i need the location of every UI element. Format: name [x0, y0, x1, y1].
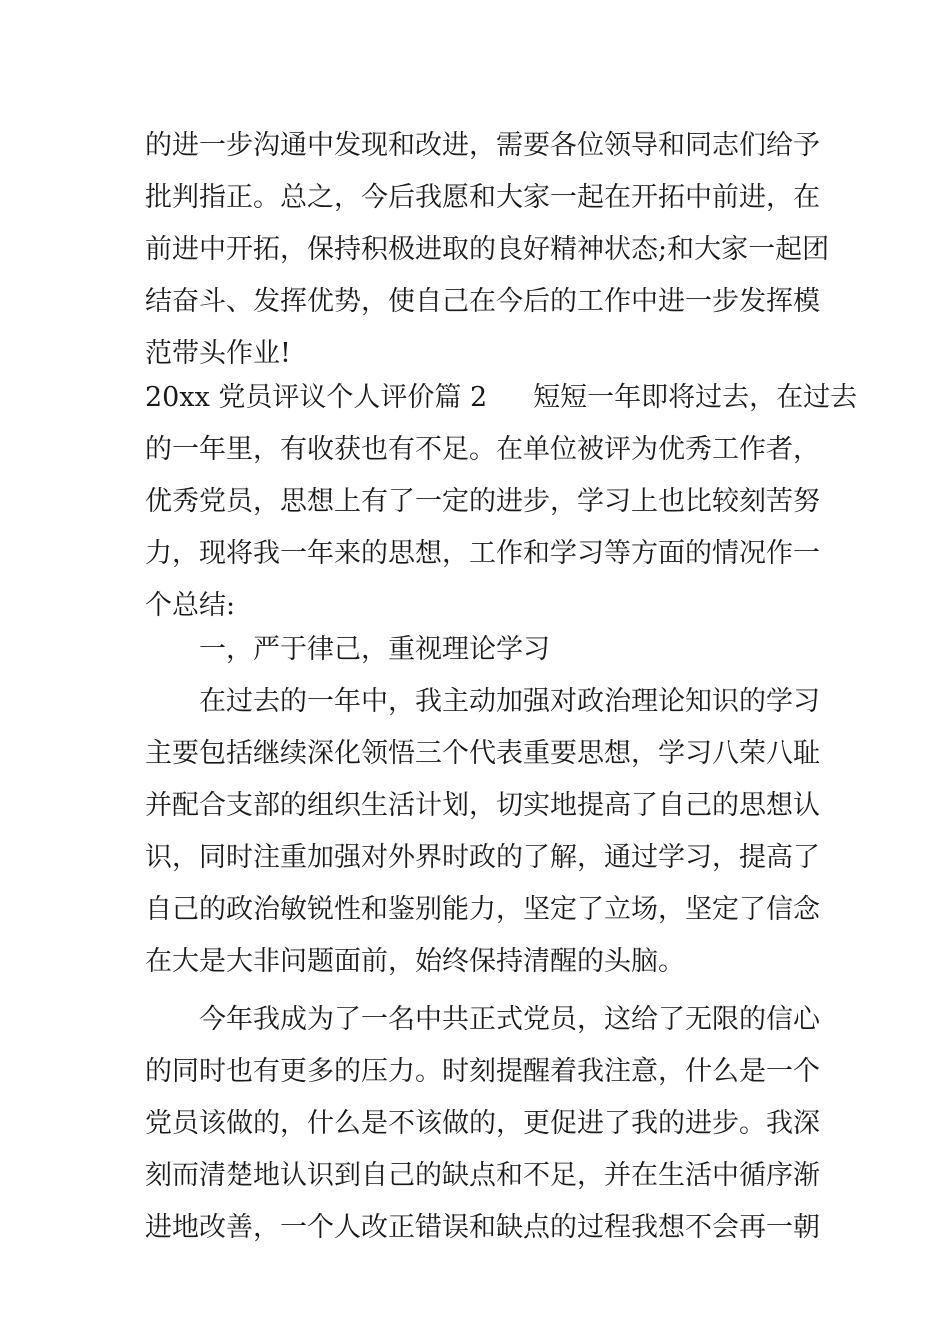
text-line: 范带头作业! — [145, 338, 291, 369]
text-line: 党员该做的，什么是不该做的，更促进了我的进步。我深 — [145, 1108, 820, 1139]
section-heading-line — [145, 380, 858, 416]
paragraph-first-line: 在过去的一年中，我主动加强对政治理论知识的学习 — [199, 686, 820, 717]
text-line: 个总结: — [145, 590, 236, 621]
paragraph-first-line: 今年我成为了一名中共正式党员，这给了无限的信心 — [199, 1004, 820, 1035]
text-line: 批判指正。总之，今后我愿和大家一起在开拓中前进，在 — [145, 182, 820, 213]
text-line: 的一年里，有收获也有不足。在单位被评为优秀工作者， — [145, 434, 820, 465]
text-line: 刻而清楚地认识到自己的缺点和不足，并在生活中循序渐 — [145, 1160, 820, 1191]
text-line: 识，同时注重加强对外界时政的了解，通过学习，提高了 — [145, 842, 820, 873]
text-line: 的同时也有更多的压力。时刻提醒着我注意，什么是一个 — [145, 1056, 820, 1087]
text-line: 自己的政治敏锐性和鉴别能力，坚定了立场，坚定了信念 — [145, 894, 820, 925]
text-line: 并配合支部的组织生活计划，切实地提高了自己的思想认 — [145, 790, 820, 821]
subheading: 一，严于律己，重视理论学习 — [199, 634, 550, 665]
text-line: 的进一步沟通中发现和改进，需要各位领导和同志们给予 — [145, 130, 820, 161]
text-line: 进地改善，一个人改正错误和缺点的过程我想不会再一朝 — [145, 1212, 820, 1243]
text-line: 优秀党员，思想上有了一定的进步，学习上也比较刻苦努 — [145, 486, 820, 517]
text-line: 主要包括继续深化领悟三个代表重要思想，学习八荣八耻 — [145, 738, 820, 769]
section-first-line: 短短一年即将过去，在过去 — [533, 382, 858, 413]
text-line: 力，现将我一年来的思想，工作和学习等方面的情况作一 — [145, 538, 820, 569]
text-line: 在大是大非问题面前，始终保持清醒的头脑。 — [145, 946, 685, 977]
text-line: 前进中开拓，保持积极进取的良好精神状态;和大家一起团 — [145, 234, 830, 265]
section-title: 20xx 党员评议个人评价篇 2 — [145, 382, 488, 413]
text-line: 结奋斗、发挥优势，使自己在今后的工作中进一步发挥模 — [145, 286, 820, 317]
